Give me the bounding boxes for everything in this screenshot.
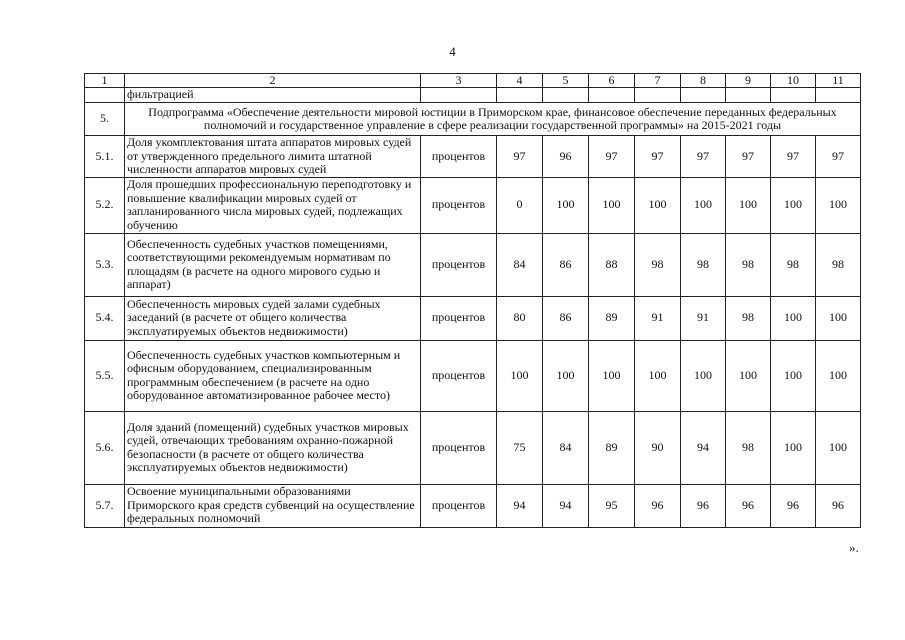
row-value: 0 bbox=[497, 177, 543, 233]
row-description: Освоение муниципальными образованиями Приморского края средств субвенций на осуществление федеральных полномочий bbox=[125, 484, 421, 527]
empty-cell bbox=[421, 88, 497, 103]
row-unit: процентов bbox=[421, 340, 497, 411]
continuation-row bbox=[85, 88, 861, 103]
row-value: 91 bbox=[635, 296, 681, 340]
row-description: Обеспеченность судебных участков помещениями, соответствующими рекомендуемым нормативам по площадям (в расчете на одного мирового судью и аппарат) bbox=[125, 233, 421, 296]
row-value: 94 bbox=[543, 484, 589, 527]
continuation-number-cell bbox=[85, 88, 125, 103]
row-value: 86 bbox=[543, 296, 589, 340]
row-value: 100 bbox=[771, 340, 816, 411]
indicators-table bbox=[84, 73, 861, 528]
row-unit: процентов bbox=[421, 177, 497, 233]
column-header: 2 bbox=[125, 74, 421, 88]
empty-cell bbox=[816, 88, 861, 103]
row-value: 100 bbox=[771, 296, 816, 340]
empty-cell bbox=[497, 88, 543, 103]
row-number: 5.2. bbox=[85, 177, 125, 233]
row-value: 98 bbox=[726, 296, 771, 340]
row-value: 100 bbox=[543, 177, 589, 233]
table-row bbox=[85, 233, 861, 296]
row-value: 98 bbox=[816, 233, 861, 296]
row-value: 96 bbox=[816, 484, 861, 527]
row-value: 100 bbox=[497, 340, 543, 411]
table-row bbox=[85, 136, 861, 178]
row-description: Доля зданий (помещений) судебных участков мировых судей, отвечающих требованиям охранно-пожарной безопасности (в расчете от общего количества эксплуатируемых объектов недвижимости) bbox=[125, 411, 421, 484]
row-number: 5.3. bbox=[85, 233, 125, 296]
table-body bbox=[85, 74, 861, 528]
row-value: 97 bbox=[771, 136, 816, 178]
row-value: 94 bbox=[497, 484, 543, 527]
row-value: 97 bbox=[589, 136, 635, 178]
row-value: 86 bbox=[543, 233, 589, 296]
row-value: 84 bbox=[543, 411, 589, 484]
row-value: 97 bbox=[816, 136, 861, 178]
row-description: Доля прошедших профессиональную переподготовку и повышение квалификации мировых судей от запланированного числа мировых судей, подлежащих обучению bbox=[125, 177, 421, 233]
row-unit: процентов bbox=[421, 484, 497, 527]
empty-cell bbox=[635, 88, 681, 103]
table-row bbox=[85, 177, 861, 233]
row-value: 97 bbox=[726, 136, 771, 178]
row-value: 97 bbox=[681, 136, 726, 178]
row-description: Обеспеченность судебных участков компьютерным и офисным оборудованием, специализированным программным обеспечением (в расчете на одно оборудованное автоматизированное рабочее место) bbox=[125, 340, 421, 411]
row-value: 96 bbox=[635, 484, 681, 527]
row-value: 96 bbox=[726, 484, 771, 527]
row-value: 100 bbox=[589, 340, 635, 411]
column-header: 10 bbox=[771, 74, 816, 88]
row-value: 88 bbox=[589, 233, 635, 296]
empty-cell bbox=[726, 88, 771, 103]
empty-cell bbox=[543, 88, 589, 103]
row-value: 100 bbox=[635, 340, 681, 411]
row-value: 100 bbox=[589, 177, 635, 233]
empty-cell bbox=[771, 88, 816, 103]
row-value: 100 bbox=[726, 177, 771, 233]
row-value: 100 bbox=[635, 177, 681, 233]
row-value: 98 bbox=[771, 233, 816, 296]
row-unit: процентов bbox=[421, 233, 497, 296]
column-header: 8 bbox=[681, 74, 726, 88]
row-value: 100 bbox=[771, 411, 816, 484]
table-row bbox=[85, 411, 861, 484]
row-unit: процентов bbox=[421, 296, 497, 340]
row-value: 100 bbox=[681, 177, 726, 233]
empty-cell bbox=[681, 88, 726, 103]
row-number: 5.6. bbox=[85, 411, 125, 484]
row-value: 95 bbox=[589, 484, 635, 527]
subprogram-title: Подпрограмма «Обеспечение деятельности мировой юстиции в Приморском крае, финансовое обеспечение переданных федеральных полномочий и государственное управление в сфере реализации государственной программы» на 2015-2021 годы bbox=[125, 103, 861, 136]
row-value: 89 bbox=[589, 411, 635, 484]
row-value: 100 bbox=[681, 340, 726, 411]
column-header: 9 bbox=[726, 74, 771, 88]
row-value: 91 bbox=[681, 296, 726, 340]
subprogram-row bbox=[85, 103, 861, 136]
row-value: 97 bbox=[497, 136, 543, 178]
row-number: 5.7. bbox=[85, 484, 125, 527]
row-value: 100 bbox=[816, 411, 861, 484]
row-unit: процентов bbox=[421, 411, 497, 484]
column-header: 6 bbox=[589, 74, 635, 88]
row-description: Обеспеченность мировых судей залами судебных заседаний (в расчете от общего количества эксплуатируемых объектов недвижимости) bbox=[125, 296, 421, 340]
row-value: 97 bbox=[635, 136, 681, 178]
row-unit: процентов bbox=[421, 136, 497, 178]
column-header-row bbox=[85, 74, 861, 88]
row-description: Доля укомплектования штата аппаратов мировых судей от утвержденного предельного лимита штатной численности аппаратов мировых судей bbox=[125, 136, 421, 178]
row-value: 100 bbox=[726, 340, 771, 411]
row-value: 80 bbox=[497, 296, 543, 340]
row-number: 5.1. bbox=[85, 136, 125, 178]
row-value: 100 bbox=[816, 340, 861, 411]
column-header: 11 bbox=[816, 74, 861, 88]
empty-cell bbox=[589, 88, 635, 103]
subprogram-number: 5. bbox=[85, 103, 125, 136]
row-value: 96 bbox=[771, 484, 816, 527]
row-value: 100 bbox=[543, 340, 589, 411]
row-value: 98 bbox=[681, 233, 726, 296]
table-row bbox=[85, 296, 861, 340]
column-header: 3 bbox=[421, 74, 497, 88]
row-value: 84 bbox=[497, 233, 543, 296]
column-header: 5 bbox=[543, 74, 589, 88]
column-header: 7 bbox=[635, 74, 681, 88]
row-number: 5.4. bbox=[85, 296, 125, 340]
closing-quote-mark: ». bbox=[849, 540, 859, 555]
row-value: 96 bbox=[681, 484, 726, 527]
continuation-text: фильтрацией bbox=[125, 88, 421, 103]
page-number: 4 bbox=[449, 44, 456, 59]
column-header: 4 bbox=[497, 74, 543, 88]
row-value: 96 bbox=[543, 136, 589, 178]
row-value: 94 bbox=[681, 411, 726, 484]
row-value: 100 bbox=[816, 177, 861, 233]
table-row bbox=[85, 340, 861, 411]
row-value: 98 bbox=[726, 411, 771, 484]
row-value: 75 bbox=[497, 411, 543, 484]
row-value: 89 bbox=[589, 296, 635, 340]
column-header: 1 bbox=[85, 74, 125, 88]
table-row bbox=[85, 484, 861, 527]
row-value: 98 bbox=[635, 233, 681, 296]
row-value: 90 bbox=[635, 411, 681, 484]
row-value: 98 bbox=[726, 233, 771, 296]
row-number: 5.5. bbox=[85, 340, 125, 411]
row-value: 100 bbox=[771, 177, 816, 233]
row-value: 100 bbox=[816, 296, 861, 340]
